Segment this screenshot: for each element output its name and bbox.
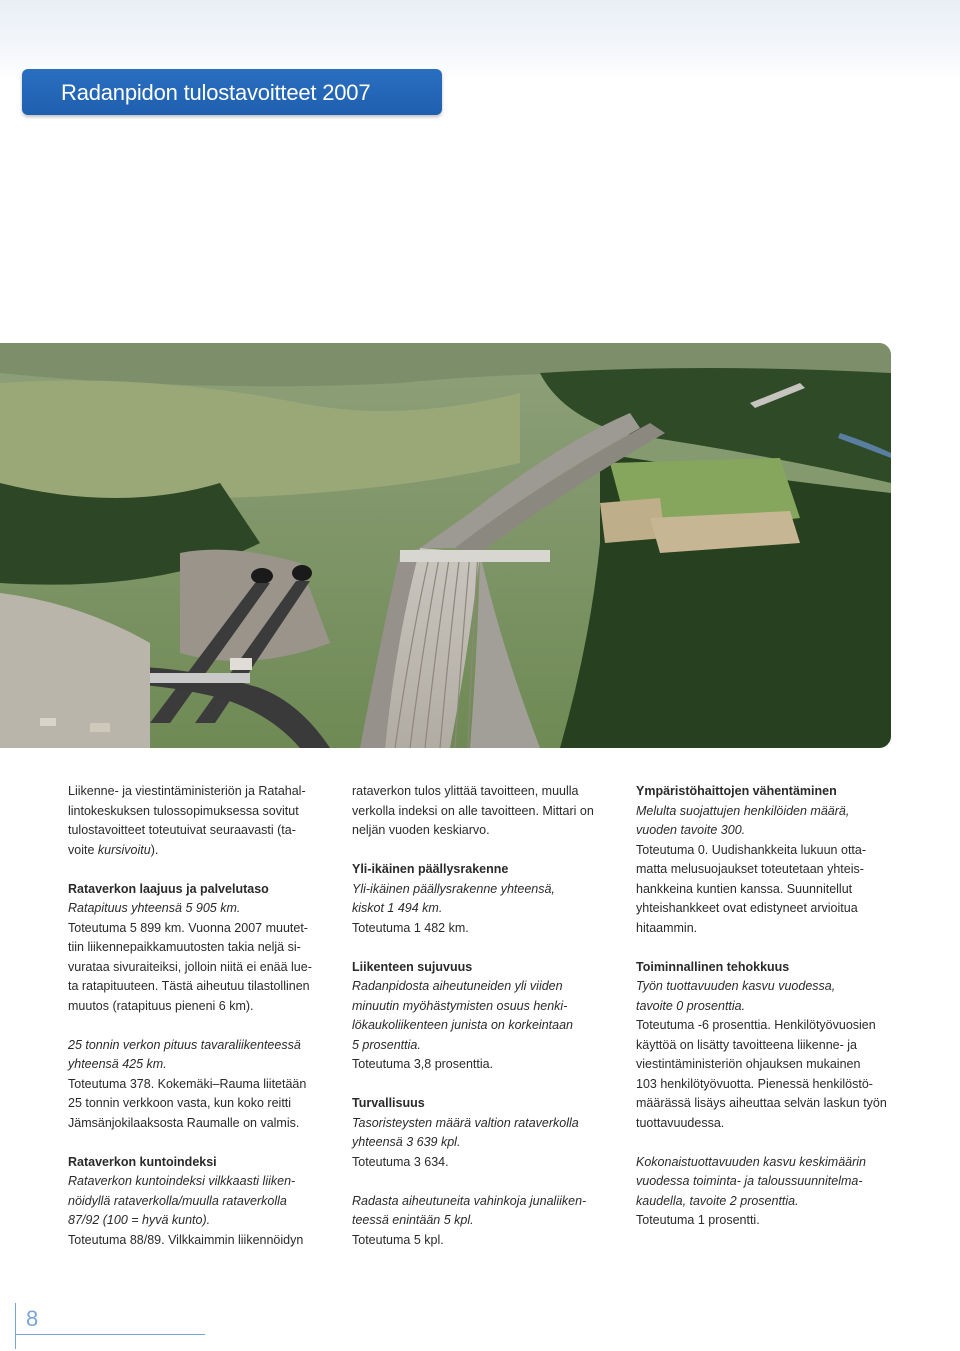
- goal-text: yhteensä 3 639 kpl.: [352, 1135, 461, 1149]
- result-text: Toteutuma 88/89. Vilkkaimmin liikennöidyn: [68, 1232, 304, 1247]
- paragraph: voite kursivoitu).: [68, 842, 159, 857]
- result-text: Toteutuma 3,8 prosenttia.: [352, 1057, 494, 1071]
- result-text: yhteishankkeet ovat edistyneet arvioitua: [636, 901, 858, 915]
- goal-text: 25 tonnin verkon pituus tavaraliikenteessä: [68, 1037, 301, 1052]
- page-number-rule: [15, 1303, 16, 1349]
- goal-text: nöidyllä rataverkolla/muulla rataverkolla: [68, 1193, 287, 1208]
- section-heading: Rataverkon laajuus ja palvelutaso: [68, 881, 269, 896]
- result-text: Toteutuma 1 482 km.: [352, 920, 469, 935]
- goal-text: teessä enintään 5 kpl.: [352, 1213, 474, 1227]
- goal-text: tavoite 0 prosenttia.: [636, 998, 746, 1013]
- goal-text: vuoden tavoite 300.: [636, 823, 746, 837]
- paragraph: neljän vuoden keskiarvo.: [352, 823, 490, 837]
- result-text: muutos (ratapituus pieneni 6 km).: [68, 998, 254, 1013]
- result-text: Toteutuma 378. Kokemäki–Rauma liitetään: [68, 1076, 307, 1091]
- result-text: ta ratapituuteen. Tästä aiheutuu tilastollinen: [68, 979, 310, 993]
- result-text: Jämsänjokilaaksosta Raumalle on valmis.: [68, 1115, 300, 1130]
- result-text: Toteutuma 5 899 km. Vuonna 2007 muutet-: [68, 920, 308, 935]
- goal-text: yhteensä 425 km.: [68, 1057, 167, 1071]
- result-text: matta melusuojaukset toteutetaan yhteis-: [636, 862, 864, 876]
- goal-text: lökaukoliikenteen junista on korkeintaan: [352, 1018, 573, 1032]
- goal-text: Yli-ikäinen päällysrakenne yhteensä,: [352, 881, 555, 896]
- paragraph: rataverkon tulos ylittää tavoitteen, muulla: [352, 784, 579, 798]
- section-heading: Ympäristöhaittojen vähentäminen: [636, 784, 837, 798]
- goal-text: Melulta suojattujen henkilöiden määrä,: [636, 803, 850, 818]
- goal-text: Tasoristeysten määrä valtion rataverkolla: [352, 1115, 579, 1130]
- paragraph: lintokeskuksen tulossopimuksessa sovitut: [68, 803, 299, 818]
- column-2: [352, 782, 610, 1250]
- result-text: määrässä lisäys aiheuttaa selvän laskun työn: [636, 1096, 887, 1110]
- goal-text: kiskot 1 494 km.: [352, 901, 443, 915]
- goal-text: Rataverkon kuntoindeksi vilkkaasti liiken-: [68, 1174, 296, 1188]
- result-text: hankkeina kuntien kanssa. Suunnitellut: [636, 881, 853, 896]
- section-heading: Yli-ikäinen päällysrakenne: [352, 862, 509, 876]
- result-text: viestintäministeriön ohjauksen mukainen: [636, 1057, 861, 1071]
- section-heading: Toiminnallinen tehokkuus: [636, 959, 790, 974]
- section-heading: Rataverkon kuntoindeksi: [68, 1154, 217, 1169]
- goal-text: Radasta aiheutuneita vahinkoja junaliiken-: [352, 1193, 587, 1208]
- goal-text: Työn tuottavuuden kasvu vuodessa,: [636, 979, 836, 993]
- result-text: Toteutuma -6 prosenttia. Henkilötyövuosien: [636, 1018, 876, 1032]
- title-box: [22, 69, 442, 115]
- goal-text: vuodessa toiminta- ja taloussuunnitelma-: [636, 1174, 863, 1188]
- paragraph: tulostavoitteet toteutuivat seuraavasti (ta-: [68, 823, 296, 837]
- page-number-rule: [15, 1334, 205, 1335]
- result-text: hitaammin.: [636, 920, 698, 935]
- goal-text: Kokonaistuottavuuden kasvu keskimäärin: [636, 1154, 866, 1169]
- section-heading: Turvallisuus: [352, 1096, 425, 1110]
- goal-text: Radanpidosta aiheutuneiden yli viiden: [352, 979, 563, 993]
- goal-text: 87/92 (100 = hyvä kunto).: [68, 1213, 211, 1227]
- column-3: [636, 782, 892, 1231]
- result-text: Toteutuma 1 prosentti.: [636, 1213, 760, 1227]
- aerial-railway-cutting-photo: [0, 343, 891, 748]
- paragraph: Liikenne- ja viestintäministeriön ja Ratahal-: [68, 784, 306, 798]
- page-number: 8: [26, 1306, 39, 1331]
- paragraph: verkolla indeksi on alle tavoitteen. Mittari on: [352, 803, 594, 818]
- result-text: Toteutuma 0. Uudishankkeita lukuun otta-: [636, 842, 866, 857]
- goal-text: Ratapituus yhteensä 5 905 km.: [68, 901, 241, 915]
- result-text: Toteutuma 5 kpl.: [352, 1232, 444, 1247]
- goal-text: kaudella, tavoite 2 prosenttia.: [636, 1193, 799, 1208]
- result-text: 25 tonnin verkkoon vasta, kun koko reitti: [68, 1096, 292, 1110]
- section-heading: Liikenteen sujuvuus: [352, 959, 473, 974]
- result-text: tiin liikennepaikkamuutosten takia neljä si-: [68, 940, 301, 954]
- goal-text: minuutin myöhästymisten osuus henki-: [352, 998, 568, 1013]
- result-text: käyttöä on lisätty tavoitteena liikenne- ja: [636, 1037, 857, 1052]
- aerial-railway-photo: [0, 343, 891, 748]
- result-text: Toteutuma 3 634.: [352, 1154, 449, 1169]
- header-band: [0, 0, 960, 80]
- column-1: [68, 782, 328, 1250]
- result-text: vurataa sivuraiteiksi, jolloin niitä ei enää lue-: [68, 959, 312, 974]
- result-text: 103 henkilötyövuotta. Pienessä henkilöstö-: [636, 1076, 873, 1091]
- page-title: Radanpidon tulostavoitteet 2007: [61, 80, 371, 105]
- goal-text: 5 prosenttia.: [352, 1037, 421, 1052]
- result-text: tuottavuudessa.: [636, 1115, 725, 1130]
